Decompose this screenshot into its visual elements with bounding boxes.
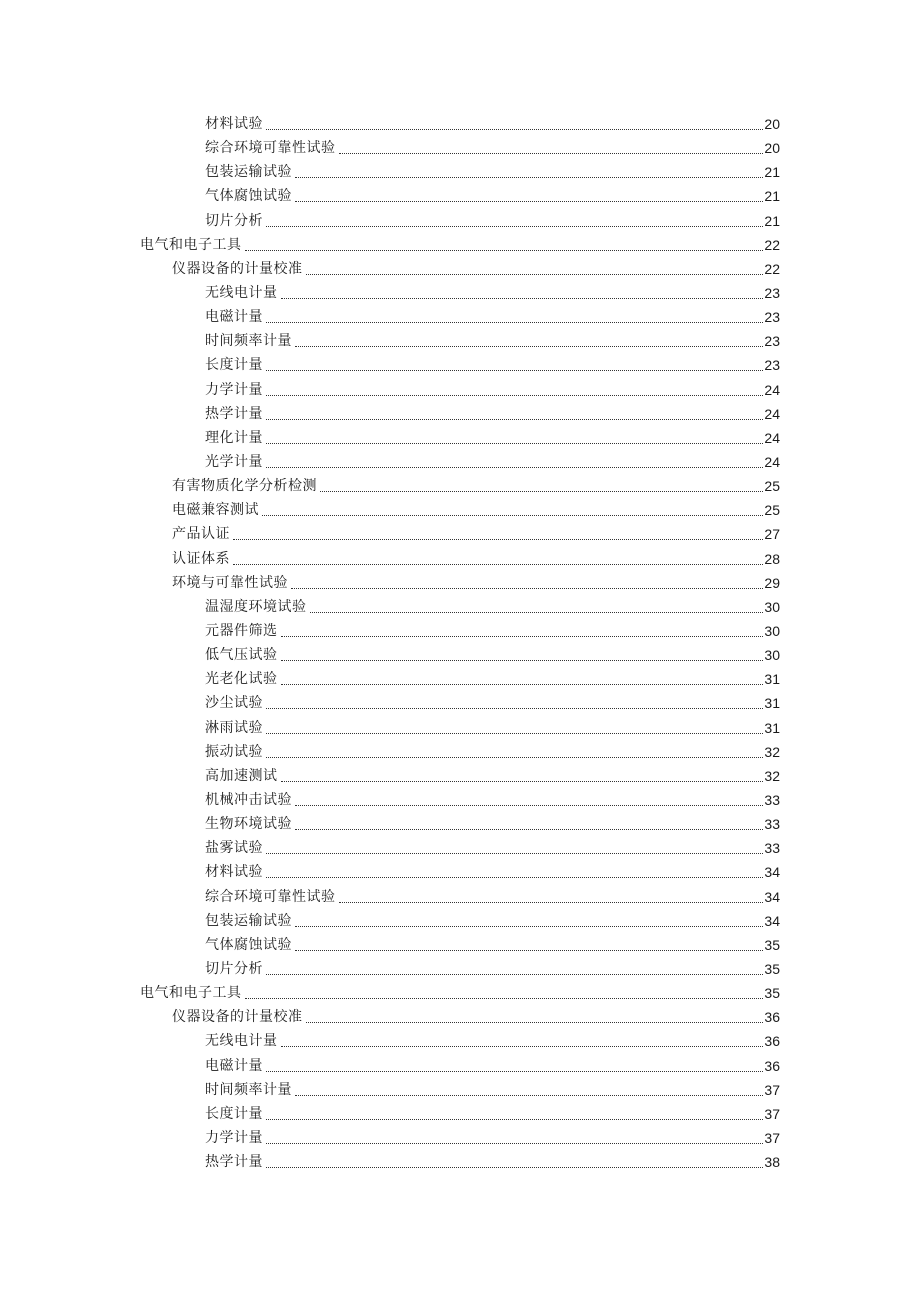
toc-entry[interactable] (0, 764, 920, 788)
toc-entry-title: 气体腐蚀试验 (205, 188, 292, 205)
dot-leader (320, 474, 763, 498)
toc-entry-title: 机械冲击试验 (205, 792, 292, 808)
toc-entry-title: 电磁计量 (205, 1057, 263, 1074)
toc-entry-title: 电磁兼容测试 (172, 502, 259, 519)
toc-entry-title: 时间频率计量 (205, 1081, 292, 1098)
dot-leader (295, 788, 763, 812)
dot-leader (266, 1126, 763, 1150)
toc-entry-title: 高加速测试 (205, 767, 278, 784)
toc-entry-title: 环境与可靠性试验 (172, 574, 288, 591)
toc-entry[interactable] (0, 160, 920, 184)
toc-entry-title: 电磁计量 (205, 309, 263, 326)
toc-entry-page-number: 36 (764, 1009, 780, 1026)
dot-leader (339, 136, 764, 160)
toc-entry[interactable] (0, 691, 920, 715)
toc-entry[interactable] (0, 522, 920, 546)
dot-leader (295, 160, 763, 184)
toc-entry[interactable] (0, 305, 920, 329)
dot-leader (266, 305, 763, 329)
toc-entry-page-number: 22 (764, 236, 780, 253)
toc-entry-page-number: 29 (764, 574, 780, 591)
dot-leader (266, 112, 763, 136)
toc-entry-page-number: 30 (764, 623, 780, 640)
toc-entry-title: 振动试验 (205, 743, 263, 760)
toc-entry[interactable] (0, 378, 920, 402)
toc-entry-title: 力学计量 (205, 381, 263, 398)
dot-leader (295, 329, 763, 353)
dot-leader (266, 860, 763, 884)
dot-leader (281, 619, 764, 643)
toc-entry-page-number: 36 (764, 1033, 780, 1050)
dot-leader (281, 667, 764, 691)
toc-entry-title: 时间频率计量 (205, 333, 292, 350)
toc-entry-page-number: 37 (764, 1105, 780, 1122)
toc-entry-page-number: 23 (764, 333, 780, 350)
toc-entry[interactable] (0, 112, 920, 136)
toc-entry-page-number: 35 (764, 960, 780, 977)
toc-entry[interactable] (0, 1150, 920, 1174)
toc-entry-title: 电气和电子工具 (140, 236, 242, 253)
toc-entry-page-number: 31 (764, 719, 780, 736)
toc-entry[interactable] (0, 209, 920, 233)
toc-entry[interactable] (0, 836, 920, 860)
toc-entry[interactable] (0, 184, 920, 208)
toc-entry-page-number: 36 (764, 1057, 780, 1074)
toc-entry[interactable] (0, 957, 920, 981)
dot-leader (291, 571, 763, 595)
dot-leader (266, 209, 763, 233)
dot-leader (281, 764, 764, 788)
toc-entry-title: 无线电计量 (205, 285, 278, 302)
toc-entry-page-number: 23 (764, 285, 780, 302)
toc-entry-title: 盐雾试验 (205, 840, 263, 857)
dot-leader (266, 1150, 763, 1174)
toc-entry-page-number: 21 (764, 164, 780, 181)
dot-leader (295, 1078, 763, 1102)
toc-entry-page-number: 21 (764, 188, 780, 205)
dot-leader (281, 281, 764, 305)
toc-entry-title: 光老化试验 (205, 671, 278, 688)
toc-entry[interactable] (0, 595, 920, 619)
toc-entry[interactable] (0, 1029, 920, 1053)
table-of-contents (0, 112, 920, 1174)
toc-entry-title: 仪器设备的计量校准 (172, 260, 303, 277)
toc-entry[interactable] (0, 257, 920, 281)
toc-entry-title: 材料试验 (205, 864, 263, 881)
toc-entry-title: 综合环境可靠性试验 (205, 888, 336, 905)
toc-entry[interactable] (0, 716, 920, 740)
toc-entry-page-number: 37 (764, 1129, 780, 1146)
toc-entry-title: 淋雨试验 (205, 719, 263, 736)
dot-leader (266, 402, 763, 426)
toc-entry-title: 有害物质化学分析检测 (172, 478, 317, 495)
dot-leader (266, 378, 763, 402)
toc-entry[interactable] (0, 933, 920, 957)
toc-entry-title: 长度计量 (205, 357, 263, 374)
toc-entry-title: 低气压试验 (205, 647, 278, 664)
toc-entry-title: 电气和电子工具 (140, 985, 242, 1002)
toc-entry-title: 无线电计量 (205, 1033, 278, 1050)
dot-leader (245, 233, 764, 257)
dot-leader (233, 547, 763, 571)
toc-entry-title: 包装运输试验 (205, 164, 292, 181)
toc-entry[interactable] (0, 426, 920, 450)
dot-leader (295, 184, 763, 208)
toc-entry-page-number: 33 (764, 792, 780, 808)
dot-leader (266, 957, 763, 981)
toc-entry[interactable] (0, 233, 920, 257)
toc-entry[interactable] (0, 136, 920, 160)
dot-leader (266, 426, 763, 450)
toc-entry-page-number: 32 (764, 743, 780, 760)
toc-entry-page-number: 20 (764, 116, 780, 133)
toc-entry-page-number: 31 (764, 695, 780, 712)
toc-entry[interactable] (0, 812, 920, 836)
toc-entry[interactable] (0, 740, 920, 764)
dot-leader (281, 643, 764, 667)
toc-entry-title: 温湿度环境试验 (205, 598, 307, 615)
toc-entry-title: 材料试验 (205, 116, 263, 133)
toc-entry-title: 力学计量 (205, 1129, 263, 1146)
toc-entry-title: 气体腐蚀试验 (205, 936, 292, 953)
dot-leader (266, 1102, 763, 1126)
toc-entry-title: 产品认证 (172, 526, 230, 543)
toc-entry-title: 切片分析 (205, 960, 263, 977)
toc-entry-title: 元器件筛选 (205, 623, 278, 640)
toc-entry-page-number: 27 (764, 526, 780, 543)
toc-entry[interactable] (0, 571, 920, 595)
toc-entry-page-number: 24 (764, 405, 780, 422)
toc-entry[interactable] (0, 619, 920, 643)
toc-entry-page-number: 33 (764, 816, 780, 833)
toc-entry[interactable] (0, 281, 920, 305)
toc-entry-title: 理化计量 (205, 429, 263, 446)
toc-entry-title: 仪器设备的计量校准 (172, 1009, 303, 1026)
toc-entry-title: 光学计量 (205, 454, 263, 471)
toc-entry-title: 包装运输试验 (205, 912, 292, 929)
toc-entry-page-number: 24 (764, 381, 780, 398)
toc-entry[interactable] (0, 860, 920, 884)
toc-entry-page-number: 31 (764, 671, 780, 688)
dot-leader (266, 353, 763, 377)
toc-entry[interactable] (0, 1005, 920, 1029)
dot-leader (266, 450, 763, 474)
toc-entry-page-number: 20 (764, 140, 780, 157)
toc-entry[interactable] (0, 1126, 920, 1150)
toc-entry[interactable] (0, 909, 920, 933)
toc-entry-page-number: 30 (764, 598, 780, 615)
toc-entry[interactable] (0, 547, 920, 571)
toc-entry-page-number: 34 (764, 888, 780, 905)
toc-entry-page-number: 33 (764, 840, 780, 857)
toc-entry-title: 长度计量 (205, 1105, 263, 1122)
toc-entry-page-number: 34 (764, 912, 780, 929)
dot-leader (266, 836, 763, 860)
toc-entry[interactable] (0, 474, 920, 498)
dot-leader (306, 1005, 764, 1029)
toc-entry[interactable] (0, 498, 920, 522)
dot-leader (339, 885, 764, 909)
toc-entry[interactable] (0, 450, 920, 474)
dot-leader (266, 691, 763, 715)
dot-leader (266, 740, 763, 764)
toc-entry-page-number: 30 (764, 647, 780, 664)
toc-entry[interactable] (0, 1102, 920, 1126)
toc-entry[interactable] (0, 1078, 920, 1102)
toc-entry-page-number: 24 (764, 454, 780, 471)
dot-leader (295, 812, 763, 836)
toc-entry-page-number: 35 (764, 985, 780, 1002)
toc-entry-page-number: 25 (764, 478, 780, 495)
dot-leader (295, 933, 763, 957)
toc-entry-page-number: 28 (764, 550, 780, 567)
toc-entry-title: 切片分析 (205, 212, 263, 229)
toc-entry-page-number: 38 (764, 1154, 780, 1171)
toc-entry-title: 综合环境可靠性试验 (205, 140, 336, 157)
toc-entry-title: 认证体系 (172, 550, 230, 567)
toc-entry[interactable] (0, 667, 920, 691)
dot-leader (266, 716, 763, 740)
dot-leader (262, 498, 763, 522)
toc-entry-page-number: 25 (764, 502, 780, 519)
dot-leader (310, 595, 764, 619)
toc-entry[interactable] (0, 643, 920, 667)
toc-entry-page-number: 34 (764, 864, 780, 881)
toc-entry-page-number: 22 (764, 260, 780, 277)
toc-entry[interactable] (0, 402, 920, 426)
toc-entry[interactable] (0, 885, 920, 909)
toc-entry[interactable] (0, 353, 920, 377)
toc-entry-title: 生物环境试验 (205, 816, 292, 833)
dot-leader (306, 257, 764, 281)
dot-leader (245, 981, 764, 1005)
toc-entry-page-number: 21 (764, 212, 780, 229)
toc-entry-page-number: 23 (764, 309, 780, 326)
toc-entry[interactable] (0, 788, 920, 812)
dot-leader (295, 909, 763, 933)
dot-leader (266, 1054, 763, 1078)
toc-entry-page-number: 24 (764, 429, 780, 446)
toc-entry-title: 热学计量 (205, 1154, 263, 1171)
dot-leader (281, 1029, 764, 1053)
toc-entry-title: 沙尘试验 (205, 695, 263, 712)
toc-entry[interactable] (0, 981, 920, 1005)
toc-entry[interactable] (0, 1053, 920, 1077)
dot-leader (233, 522, 763, 546)
toc-entry-title: 热学计量 (205, 405, 263, 422)
toc-entry-page-number: 35 (764, 936, 780, 953)
toc-entry-page-number: 37 (764, 1081, 780, 1098)
toc-entry-page-number: 23 (764, 357, 780, 374)
toc-entry[interactable] (0, 329, 920, 353)
toc-entry-page-number: 32 (764, 767, 780, 784)
